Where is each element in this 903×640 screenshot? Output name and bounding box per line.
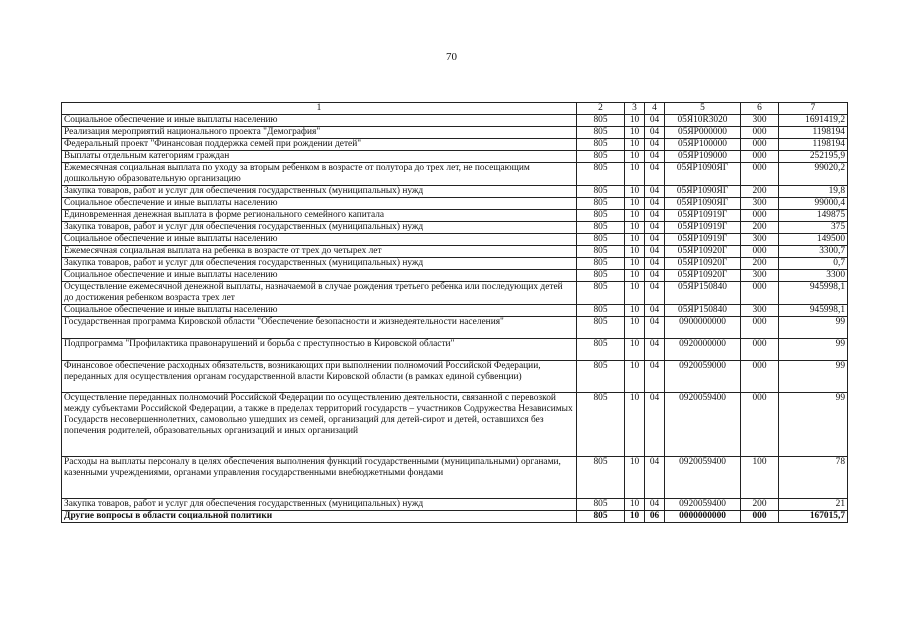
row-name-cell: Социальное обеспечение и иные выплаты населению: [62, 234, 577, 246]
subsection-cell: 04: [645, 186, 665, 198]
section-cell: 10: [625, 282, 645, 305]
expense-type-cell: 300: [741, 115, 779, 127]
table-row: [62, 163, 848, 186]
code-cell: 805: [577, 139, 625, 151]
subsection-cell: 04: [645, 282, 665, 305]
expense-type-cell: 000: [741, 127, 779, 139]
expense-type-cell: 000: [741, 246, 779, 258]
target-article-cell: 05ЯР10920Г: [665, 270, 741, 282]
amount-cell: 167015,7: [779, 511, 848, 523]
subsection-cell: 04: [645, 393, 665, 457]
target-article-cell: 05ЯР10919Г: [665, 210, 741, 222]
row-name-cell: Ежемесячная социальная выплата по уходу за вторым ребенком в возрасте от полутора до трех лет, не посещающим дошкольную образовательную организацию: [62, 163, 577, 186]
expense-type-cell: 100: [741, 457, 779, 499]
table-row: [62, 115, 848, 127]
target-article-cell: 05ЯР109000: [665, 151, 741, 163]
header-cell: 4: [645, 103, 665, 115]
row-name-cell: Социальное обеспечение и иные выплаты населению: [62, 115, 577, 127]
section-cell: 10: [625, 457, 645, 499]
target-article-cell: 05ЯР10919Г: [665, 234, 741, 246]
expense-type-cell: 200: [741, 222, 779, 234]
row-name-cell: Социальное обеспечение и иные выплаты населению: [62, 270, 577, 282]
table-body: [62, 115, 848, 523]
header-cell: 5: [665, 103, 741, 115]
amount-cell: 99: [779, 361, 848, 393]
amount-cell: 21: [779, 499, 848, 511]
code-cell: 805: [577, 511, 625, 523]
amount-cell: 99020,2: [779, 163, 848, 186]
table-row: [62, 222, 848, 234]
section-cell: 10: [625, 246, 645, 258]
expense-type-cell: 000: [741, 163, 779, 186]
code-cell: 805: [577, 305, 625, 317]
table-row: [62, 246, 848, 258]
subsection-cell: 04: [645, 361, 665, 393]
table-row: [62, 457, 848, 499]
budget-table: [61, 102, 848, 523]
amount-cell: 1198194: [779, 139, 848, 151]
section-cell: 10: [625, 361, 645, 393]
table-row: [62, 270, 848, 282]
subsection-cell: 04: [645, 246, 665, 258]
code-cell: 805: [577, 499, 625, 511]
section-cell: 10: [625, 234, 645, 246]
subsection-cell: 04: [645, 258, 665, 270]
target-article-cell: 05ЯР10920Г: [665, 246, 741, 258]
target-article-cell: 0920000000: [665, 339, 741, 361]
code-cell: 805: [577, 222, 625, 234]
row-name-cell: Федеральный проект "Финансовая поддержка семей при рождении детей": [62, 139, 577, 151]
amount-cell: 149500: [779, 234, 848, 246]
table-row: [62, 139, 848, 151]
subsection-cell: 04: [645, 339, 665, 361]
target-article-cell: 0900000000: [665, 317, 741, 339]
header-cell: 7: [779, 103, 848, 115]
code-cell: 805: [577, 361, 625, 393]
section-cell: 10: [625, 127, 645, 139]
subsection-cell: 04: [645, 270, 665, 282]
amount-cell: 99: [779, 393, 848, 457]
header-cell: 1: [62, 103, 577, 115]
subsection-cell: 04: [645, 139, 665, 151]
target-article-cell: 05ЯР000000: [665, 127, 741, 139]
code-cell: 805: [577, 163, 625, 186]
table-row: [62, 511, 848, 523]
table-row: [62, 499, 848, 511]
code-cell: 805: [577, 198, 625, 210]
row-name-cell: Закупка товаров, работ и услуг для обеспечения государственных (муниципальных) нужд: [62, 258, 577, 270]
section-cell: 10: [625, 198, 645, 210]
expense-type-cell: 000: [741, 339, 779, 361]
row-name-cell: Расходы на выплаты персоналу в целях обеспечения выполнения функций государственными (муниципальными) органами, казенными учреждениями, органами управления государственными внебюджетными фондами: [62, 457, 577, 499]
subsection-cell: 04: [645, 305, 665, 317]
row-name-cell: Выплаты отдельным категориям граждан: [62, 151, 577, 163]
table-row: [62, 151, 848, 163]
target-article-cell: 0920059400: [665, 457, 741, 499]
amount-cell: 945998,1: [779, 282, 848, 305]
amount-cell: 3300,7: [779, 246, 848, 258]
row-name-cell: Социальное обеспечение и иные выплаты населению: [62, 198, 577, 210]
section-cell: 10: [625, 305, 645, 317]
row-name-cell: Единовременная денежная выплата в форме регионального семейного капитала: [62, 210, 577, 222]
expense-type-cell: 000: [741, 151, 779, 163]
code-cell: 805: [577, 393, 625, 457]
table-row: [62, 127, 848, 139]
code-cell: 805: [577, 282, 625, 305]
table-row: [62, 234, 848, 246]
target-article-cell: 05ЯР150840: [665, 305, 741, 317]
row-name-cell: Другие вопросы в области социальной политики: [62, 511, 577, 523]
table-row: [62, 198, 848, 210]
code-cell: 805: [577, 234, 625, 246]
amount-cell: 99000,4: [779, 198, 848, 210]
subsection-cell: 04: [645, 234, 665, 246]
table-row: [62, 339, 848, 361]
section-cell: 10: [625, 139, 645, 151]
subsection-cell: 04: [645, 499, 665, 511]
target-article-cell: 0000000000: [665, 511, 741, 523]
code-cell: 805: [577, 246, 625, 258]
expense-type-cell: 000: [741, 282, 779, 305]
target-article-cell: 0920059400: [665, 393, 741, 457]
amount-cell: 1198194: [779, 127, 848, 139]
row-name-cell: Финансовое обеспечение расходных обязательств, возникающих при выполнении полномочий Российской Федерации, переданных для осуществления органам государственной власти Кировской области (в рамках единой субвенции): [62, 361, 577, 393]
subsection-cell: 04: [645, 151, 665, 163]
code-cell: 805: [577, 339, 625, 361]
subsection-cell: 04: [645, 163, 665, 186]
table-row: [62, 393, 848, 457]
amount-cell: 78: [779, 457, 848, 499]
expense-type-cell: 200: [741, 186, 779, 198]
target-article-cell: 05ЯР1090ЯГ: [665, 198, 741, 210]
target-article-cell: 0920059000: [665, 361, 741, 393]
section-cell: 10: [625, 210, 645, 222]
expense-type-cell: 300: [741, 305, 779, 317]
header-cell: 2: [577, 103, 625, 115]
target-article-cell: 05Я10R3020: [665, 115, 741, 127]
section-cell: 10: [625, 270, 645, 282]
table-row: [62, 317, 848, 339]
target-article-cell: 0920059400: [665, 499, 741, 511]
header-row: [62, 103, 848, 115]
section-cell: 10: [625, 151, 645, 163]
amount-cell: 19,8: [779, 186, 848, 198]
code-cell: 805: [577, 270, 625, 282]
row-name-cell: Ежемесячная социальная выплата на ребенка в возрасте от трех до четырех лет: [62, 246, 577, 258]
code-cell: 805: [577, 127, 625, 139]
target-article-cell: 05ЯР100000: [665, 139, 741, 151]
subsection-cell: 06: [645, 511, 665, 523]
target-article-cell: 05ЯР10919Г: [665, 222, 741, 234]
table-row: [62, 258, 848, 270]
target-article-cell: 05ЯР1090ЯГ: [665, 163, 741, 186]
amount-cell: 945998,1: [779, 305, 848, 317]
target-article-cell: 05ЯР150840: [665, 282, 741, 305]
code-cell: 805: [577, 186, 625, 198]
row-name-cell: Подпрограмма "Профилактика правонарушений и борьба с преступностью в Кировской области": [62, 339, 577, 361]
code-cell: 805: [577, 210, 625, 222]
expense-type-cell: 000: [741, 393, 779, 457]
expense-type-cell: 300: [741, 270, 779, 282]
subsection-cell: 04: [645, 198, 665, 210]
expense-type-cell: 200: [741, 499, 779, 511]
table-row: [62, 305, 848, 317]
section-cell: 10: [625, 339, 645, 361]
page-number: 70: [446, 51, 457, 63]
expense-type-cell: 000: [741, 317, 779, 339]
table-row: [62, 186, 848, 198]
subsection-cell: 04: [645, 457, 665, 499]
code-cell: 805: [577, 457, 625, 499]
expense-type-cell: 000: [741, 210, 779, 222]
row-name-cell: Осуществление ежемесячной денежной выплаты, назначаемой в случае рождения третьего ребенка или последующих детей до достижения ребенком возраста трех лет: [62, 282, 577, 305]
row-name-cell: Закупка товаров, работ и услуг для обеспечения государственных (муниципальных) нужд: [62, 222, 577, 234]
expense-type-cell: 000: [741, 511, 779, 523]
row-name-cell: Закупка товаров, работ и услуг для обеспечения государственных (муниципальных) нужд: [62, 499, 577, 511]
code-cell: 805: [577, 115, 625, 127]
table-row: [62, 210, 848, 222]
header-cell: 6: [741, 103, 779, 115]
amount-cell: 375: [779, 222, 848, 234]
section-cell: 10: [625, 258, 645, 270]
subsection-cell: 04: [645, 222, 665, 234]
subsection-cell: 04: [645, 210, 665, 222]
subsection-cell: 04: [645, 127, 665, 139]
section-cell: 10: [625, 511, 645, 523]
row-name-cell: Социальное обеспечение и иные выплаты населению: [62, 305, 577, 317]
expense-type-cell: 000: [741, 139, 779, 151]
section-cell: 10: [625, 186, 645, 198]
table-row: [62, 361, 848, 393]
code-cell: 805: [577, 258, 625, 270]
subsection-cell: 04: [645, 115, 665, 127]
table-row: [62, 282, 848, 305]
section-cell: 10: [625, 163, 645, 186]
target-article-cell: 05ЯР1090ЯГ: [665, 186, 741, 198]
section-cell: 10: [625, 393, 645, 457]
amount-cell: 0,7: [779, 258, 848, 270]
section-cell: 10: [625, 222, 645, 234]
amount-cell: 99: [779, 317, 848, 339]
target-article-cell: 05ЯР10920Г: [665, 258, 741, 270]
row-name-cell: Реализация мероприятий национального проекта "Демография": [62, 127, 577, 139]
expense-type-cell: 300: [741, 198, 779, 210]
section-cell: 10: [625, 499, 645, 511]
expense-type-cell: 300: [741, 234, 779, 246]
code-cell: 805: [577, 151, 625, 163]
amount-cell: 99: [779, 339, 848, 361]
amount-cell: 1691419,2: [779, 115, 848, 127]
expense-type-cell: 200: [741, 258, 779, 270]
expense-type-cell: 000: [741, 361, 779, 393]
row-name-cell: Государственная программа Кировской области "Обеспечение безопасности и жизнедеятельности населения": [62, 317, 577, 339]
amount-cell: 3300: [779, 270, 848, 282]
header-cell: 3: [625, 103, 645, 115]
amount-cell: 149875: [779, 210, 848, 222]
section-cell: 10: [625, 115, 645, 127]
section-cell: 10: [625, 317, 645, 339]
row-name-cell: Закупка товаров, работ и услуг для обеспечения государственных (муниципальных) нужд: [62, 186, 577, 198]
amount-cell: 252195,9: [779, 151, 848, 163]
code-cell: 805: [577, 317, 625, 339]
subsection-cell: 04: [645, 317, 665, 339]
row-name-cell: Осуществление переданных полномочий Российской Федерации по осуществлению деятельности, связанной с перевозкой между субъектами Российской Федерации, а также в пределах территорий государств – участников Содружества Независимых Государств несовершеннолетних, самовольно ушедших из семей, организаций для детей-сирот и детей, оставшихся без попечения родителей, образовательных организаций и иных организаций: [62, 393, 577, 457]
